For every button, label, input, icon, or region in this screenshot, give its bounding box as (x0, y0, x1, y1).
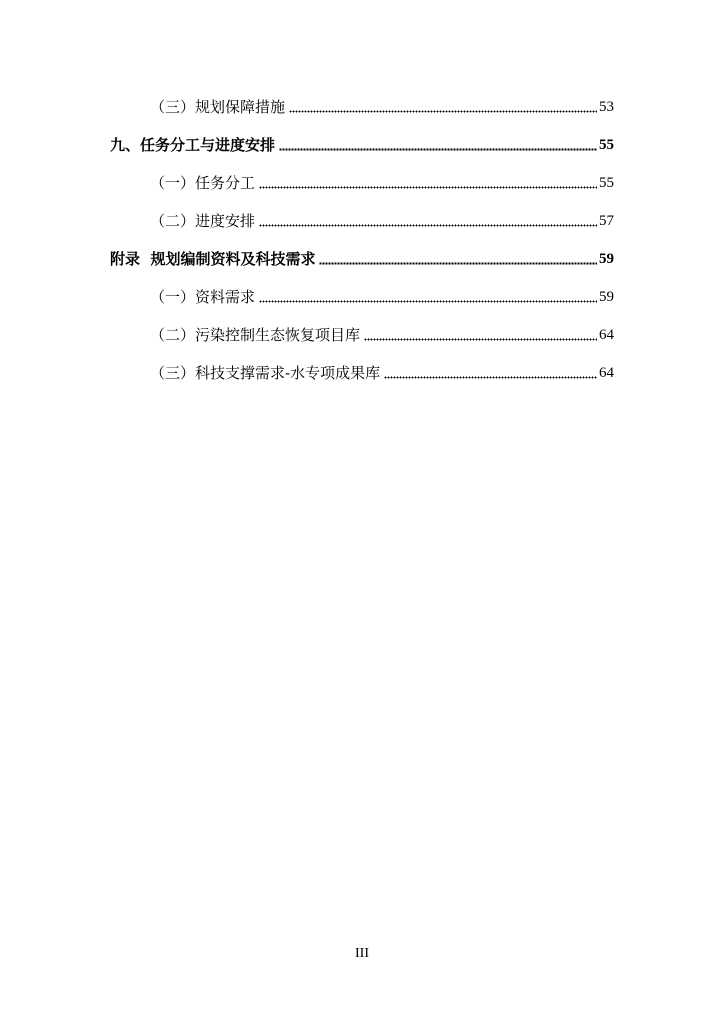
toc-dot-leader (384, 375, 597, 379)
toc-entry-page: 64 (599, 327, 614, 343)
toc-dot-leader (364, 337, 597, 341)
toc-entry-title: （三）科技支撑需求-水专项成果库 (150, 364, 381, 382)
toc-dot-leader (259, 223, 597, 227)
toc-entry-title: （三）规划保障措施 (150, 98, 286, 116)
toc-entry-page: 59 (599, 251, 614, 267)
toc-entry-page: 64 (599, 365, 614, 381)
toc-dot-leader (259, 185, 597, 189)
toc-entry-task-division[interactable] (150, 172, 614, 194)
page-number: III (355, 946, 369, 961)
toc-entry-title: （一）资料需求 (150, 288, 256, 306)
toc-entry-tech-support[interactable] (150, 362, 614, 384)
toc-dot-leader (319, 261, 597, 265)
toc-entry-page: 53 (599, 99, 614, 115)
toc-entry-page: 55 (599, 175, 614, 191)
toc-dot-leader (259, 299, 597, 303)
toc-entry-title: 附录 规划编制资料及科技需求 (110, 250, 316, 268)
toc-entry-planning-safeguards[interactable] (150, 96, 614, 118)
toc-entry-project-library[interactable] (150, 324, 614, 346)
toc-entry-title: （一）任务分工 (150, 174, 256, 192)
toc-entry-page: 59 (599, 289, 614, 305)
toc-entry-appendix[interactable] (110, 248, 614, 270)
toc-entry-title: （二）污染控制生态恢复项目库 (150, 326, 361, 344)
toc-entry-title: 九、任务分工与进度安排 (110, 136, 276, 154)
toc-entry-page: 55 (599, 137, 614, 153)
toc-entry-data-requirements[interactable] (150, 286, 614, 308)
toc-dot-leader (289, 109, 597, 113)
toc-entry-page: 57 (599, 213, 614, 229)
toc-entry-chapter-9[interactable] (110, 134, 614, 156)
toc-entry-title: （二）进度安排 (150, 212, 256, 230)
toc-entry-schedule[interactable] (150, 210, 614, 232)
toc-dot-leader (279, 147, 597, 151)
